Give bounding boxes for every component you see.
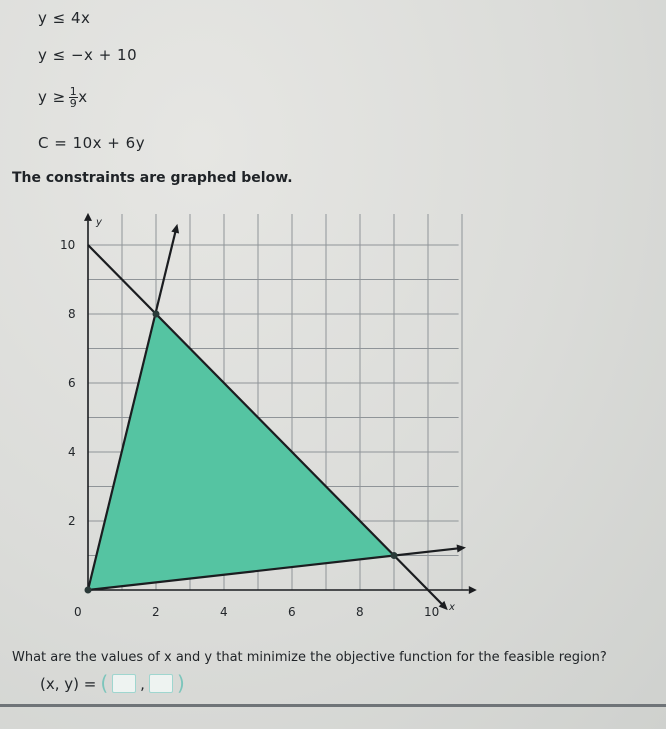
y-axis-label: y bbox=[96, 216, 102, 228]
x-answer-input[interactable] bbox=[112, 674, 136, 693]
y-tick-label: 4 bbox=[68, 445, 76, 459]
constraint-3-var: x bbox=[78, 88, 88, 106]
x-tick-label: 2 bbox=[152, 605, 160, 619]
constraint-line-arrow bbox=[171, 224, 179, 234]
x-tick-label: 6 bbox=[288, 605, 296, 619]
x-tick-label: 0 bbox=[74, 605, 82, 619]
x-axis-label: x bbox=[449, 602, 455, 613]
fraction-numerator: 1 bbox=[69, 85, 78, 98]
x-axis-arrow bbox=[469, 586, 477, 594]
y-tick-label: 6 bbox=[68, 376, 76, 390]
constraint-3 bbox=[38, 86, 88, 109]
vertex-point bbox=[85, 587, 92, 594]
y-axis-arrow bbox=[84, 213, 92, 221]
y-answer-input[interactable] bbox=[149, 674, 173, 693]
answer-comma: , bbox=[140, 674, 145, 693]
close-paren: ) bbox=[176, 671, 185, 695]
y-tick-label: 8 bbox=[68, 307, 76, 321]
constraint-graph bbox=[0, 190, 666, 650]
graph-caption: The constraints are graphed below. bbox=[12, 170, 293, 186]
fraction-denominator: 9 bbox=[69, 97, 78, 110]
question-text: What are the values of x and y that minimize the objective function for the feasible region? bbox=[12, 650, 607, 665]
x-tick-label: 10 bbox=[424, 605, 440, 619]
constraint-3-lhs: y ≥ bbox=[38, 88, 66, 106]
x-tick-label: 4 bbox=[220, 605, 228, 619]
answer-prefix: (x, y) = bbox=[40, 674, 97, 693]
constraint-line-arrow bbox=[457, 544, 466, 552]
y-tick-label: 2 bbox=[68, 514, 76, 528]
vertex-point bbox=[391, 552, 398, 559]
constraint-1: y ≤ 4x bbox=[38, 9, 91, 27]
answer-row bbox=[40, 671, 185, 695]
vertex-point bbox=[153, 311, 160, 318]
open-paren: ( bbox=[100, 671, 109, 695]
y-tick-label: 10 bbox=[60, 238, 76, 252]
fraction-one-ninth bbox=[69, 86, 79, 109]
constraint-2: y ≤ −x + 10 bbox=[38, 46, 138, 64]
objective-function: C = 10x + 6y bbox=[38, 134, 146, 152]
x-tick-label: 8 bbox=[356, 605, 364, 619]
bottom-divider bbox=[0, 704, 666, 707]
